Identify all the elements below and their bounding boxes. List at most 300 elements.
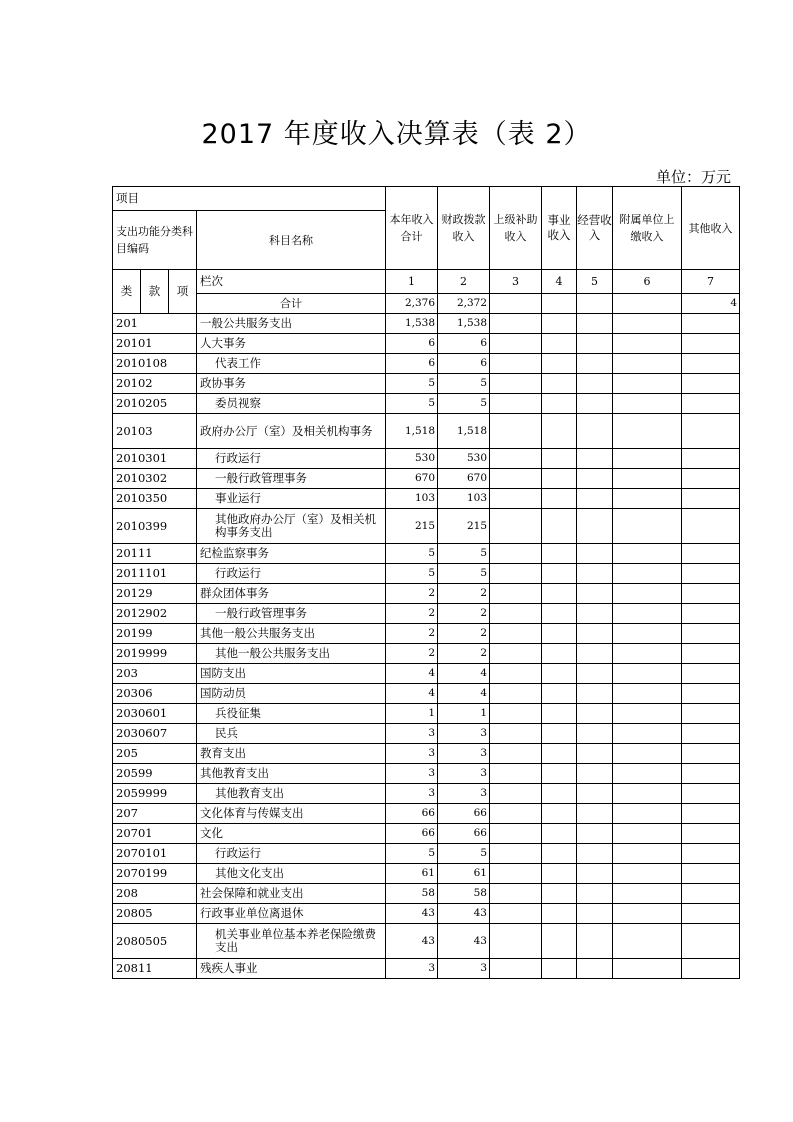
row-c3: [490, 884, 542, 904]
row-c6: [613, 784, 682, 804]
row-c7: [682, 394, 740, 414]
row-name: 纪检监察事务: [197, 544, 386, 564]
row-c2: 5: [438, 844, 490, 864]
row-c1: 43: [386, 924, 438, 959]
row-c3: [490, 334, 542, 354]
row-code: 20101: [113, 334, 197, 354]
table-row: [113, 684, 740, 704]
header-code-col: 支出功能分类科目编码: [113, 211, 197, 270]
row-name: 行政运行: [197, 564, 386, 584]
row-c7: [682, 624, 740, 644]
row-c1: 66: [386, 824, 438, 844]
table-row: [113, 844, 740, 864]
row-c5: [577, 684, 613, 704]
row-c6: [613, 804, 682, 824]
table-row: [113, 924, 740, 959]
row-name: 一般行政管理事务: [197, 469, 386, 489]
header-col3: 上级补助收入: [490, 187, 542, 270]
row-c3: [490, 804, 542, 824]
row-name: 其他一般公共服务支出: [197, 644, 386, 664]
table-row: [113, 394, 740, 414]
total-c3: [490, 294, 542, 314]
table-row: [113, 724, 740, 744]
row-name: 行政运行: [197, 449, 386, 469]
row-c3: [490, 544, 542, 564]
row-c6: [613, 334, 682, 354]
row-c3: [490, 704, 542, 724]
header-col7: 其他收入: [682, 187, 740, 270]
row-c4: [542, 314, 577, 334]
row-c5: [577, 664, 613, 684]
row-name: 事业运行: [197, 489, 386, 509]
table-row: [113, 584, 740, 604]
row-c2: 670: [438, 469, 490, 489]
row-c5: [577, 374, 613, 394]
row-c6: [613, 374, 682, 394]
row-c3: [490, 784, 542, 804]
row-c4: [542, 414, 577, 449]
row-code: 2011101: [113, 564, 197, 584]
row-c2: 1,518: [438, 414, 490, 449]
row-c5: [577, 354, 613, 374]
row-c2: 2: [438, 624, 490, 644]
row-c5: [577, 394, 613, 414]
row-c6: [613, 624, 682, 644]
row-c2: 43: [438, 924, 490, 959]
row-code: 20805: [113, 904, 197, 924]
row-c3: [490, 469, 542, 489]
row-c2: 3: [438, 764, 490, 784]
row-c3: [490, 764, 542, 784]
row-c6: [613, 904, 682, 924]
row-c1: 103: [386, 489, 438, 509]
row-c2: 6: [438, 334, 490, 354]
row-c6: [613, 414, 682, 449]
row-c6: [613, 684, 682, 704]
row-name: 其他文化支出: [197, 864, 386, 884]
row-c1: 5: [386, 394, 438, 414]
row-c1: 6: [386, 334, 438, 354]
row-c5: [577, 489, 613, 509]
header-lanci: 栏次: [197, 270, 386, 294]
row-c6: [613, 564, 682, 584]
row-c7: [682, 509, 740, 544]
row-c4: [542, 544, 577, 564]
row-c5: [577, 784, 613, 804]
row-c7: [682, 684, 740, 704]
row-c2: 2: [438, 604, 490, 624]
row-c3: [490, 584, 542, 604]
row-c7: [682, 564, 740, 584]
table-row: [113, 904, 740, 924]
row-code: 20102: [113, 374, 197, 394]
row-code: 20811: [113, 959, 197, 979]
row-c4: [542, 824, 577, 844]
row-c1: 3: [386, 744, 438, 764]
row-code: 20103: [113, 414, 197, 449]
row-name: 政协事务: [197, 374, 386, 394]
row-c1: 1: [386, 704, 438, 724]
row-c4: [542, 489, 577, 509]
table-row: [113, 784, 740, 804]
row-c2: 43: [438, 904, 490, 924]
row-c3: [490, 414, 542, 449]
row-c3: [490, 644, 542, 664]
row-c1: 1,518: [386, 414, 438, 449]
row-c2: 3: [438, 724, 490, 744]
row-c1: 670: [386, 469, 438, 489]
row-code: 205: [113, 744, 197, 764]
row-c3: [490, 824, 542, 844]
table-row: [113, 314, 740, 334]
row-c6: [613, 644, 682, 664]
row-name: 文化: [197, 824, 386, 844]
row-c7: [682, 314, 740, 334]
row-c3: [490, 449, 542, 469]
row-c1: 61: [386, 864, 438, 884]
row-c6: [613, 724, 682, 744]
row-c3: [490, 724, 542, 744]
row-c4: [542, 624, 577, 644]
row-c3: [490, 394, 542, 414]
page-title: 2017 年度收入决算表（表 2）: [201, 119, 592, 150]
row-c4: [542, 334, 577, 354]
row-c3: [490, 684, 542, 704]
row-code: 2010399: [113, 509, 197, 544]
row-c6: [613, 959, 682, 979]
row-c5: [577, 544, 613, 564]
table-row: [113, 824, 740, 844]
header-col6: 附属单位上缴收入: [613, 187, 682, 270]
row-c6: [613, 824, 682, 844]
row-c4: [542, 684, 577, 704]
row-code: 2010108: [113, 354, 197, 374]
row-c1: 2: [386, 624, 438, 644]
row-code: 2030601: [113, 704, 197, 724]
total-label: 合计: [197, 294, 386, 314]
row-c5: [577, 644, 613, 664]
row-c6: [613, 744, 682, 764]
row-c5: [577, 449, 613, 469]
row-c4: [542, 644, 577, 664]
row-c1: 58: [386, 884, 438, 904]
col-number: 1: [386, 270, 438, 294]
row-c1: 530: [386, 449, 438, 469]
row-c7: [682, 744, 740, 764]
table-row: [113, 864, 740, 884]
table-row: [113, 804, 740, 824]
row-c5: [577, 334, 613, 354]
row-name: 政府办公厅（室）及相关机构事务: [197, 414, 386, 449]
table-row: [113, 544, 740, 564]
row-c7: [682, 784, 740, 804]
table-row: [113, 414, 740, 449]
row-c4: [542, 394, 577, 414]
header-col1: 本年收入合计: [386, 187, 438, 270]
row-name: 一般公共服务支出: [197, 314, 386, 334]
table-row: [113, 489, 740, 509]
row-code: 2080505: [113, 924, 197, 959]
row-c6: [613, 449, 682, 469]
row-c5: [577, 959, 613, 979]
table-row: [113, 644, 740, 664]
row-name: 其他教育支出: [197, 784, 386, 804]
table-row: [113, 624, 740, 644]
row-c6: [613, 764, 682, 784]
row-c6: [613, 489, 682, 509]
row-c6: [613, 604, 682, 624]
row-c7: [682, 414, 740, 449]
row-c1: 3: [386, 724, 438, 744]
table-row: [113, 884, 740, 904]
row-c2: 58: [438, 884, 490, 904]
row-c2: 215: [438, 509, 490, 544]
table-row: [113, 509, 740, 544]
row-c1: 5: [386, 564, 438, 584]
row-c5: [577, 564, 613, 584]
row-code: 208: [113, 884, 197, 904]
header-col5: 经营收入: [577, 187, 613, 270]
row-c4: [542, 904, 577, 924]
row-c1: 5: [386, 544, 438, 564]
row-code: 20129: [113, 584, 197, 604]
table-row: [113, 764, 740, 784]
row-c3: [490, 354, 542, 374]
row-c7: [682, 584, 740, 604]
table-row: [113, 449, 740, 469]
row-c3: [490, 844, 542, 864]
row-name: 其他教育支出: [197, 764, 386, 784]
row-code: 20306: [113, 684, 197, 704]
table-row: [113, 564, 740, 584]
row-c6: [613, 544, 682, 564]
row-code: 20199: [113, 624, 197, 644]
row-code: 2010205: [113, 394, 197, 414]
row-c2: 2: [438, 644, 490, 664]
row-name: 教育支出: [197, 744, 386, 764]
row-c2: 66: [438, 824, 490, 844]
row-c7: [682, 354, 740, 374]
row-code: 201: [113, 314, 197, 334]
table-row: [113, 959, 740, 979]
revenue-table: [112, 186, 740, 979]
row-c5: [577, 704, 613, 724]
table-row: [113, 469, 740, 489]
row-c5: [577, 509, 613, 544]
row-c1: 215: [386, 509, 438, 544]
row-c4: [542, 924, 577, 959]
row-c2: 5: [438, 544, 490, 564]
row-code: 2010301: [113, 449, 197, 469]
row-code: 2010350: [113, 489, 197, 509]
row-c2: 3: [438, 744, 490, 764]
header-col2: 财政拨款收入: [438, 187, 490, 270]
row-c4: [542, 804, 577, 824]
col-number: 7: [682, 270, 740, 294]
row-c1: 1,538: [386, 314, 438, 334]
row-c3: [490, 904, 542, 924]
row-c4: [542, 449, 577, 469]
row-c7: [682, 449, 740, 469]
row-c2: 66: [438, 804, 490, 824]
row-code: 203: [113, 664, 197, 684]
row-c6: [613, 924, 682, 959]
row-code: 2019999: [113, 644, 197, 664]
row-c1: 3: [386, 764, 438, 784]
row-c1: 2: [386, 584, 438, 604]
row-name: 文化体育与传媒支出: [197, 804, 386, 824]
col-number: 3: [490, 270, 542, 294]
row-c1: 5: [386, 844, 438, 864]
row-c2: 1,538: [438, 314, 490, 334]
row-c4: [542, 664, 577, 684]
row-c5: [577, 584, 613, 604]
total-c6: [613, 294, 682, 314]
row-c5: [577, 924, 613, 959]
row-code: 2070199: [113, 864, 197, 884]
row-code: 2059999: [113, 784, 197, 804]
row-c7: [682, 334, 740, 354]
row-c4: [542, 764, 577, 784]
row-c4: [542, 884, 577, 904]
row-c1: 2: [386, 644, 438, 664]
row-c6: [613, 314, 682, 334]
row-c1: 6: [386, 354, 438, 374]
total-c4: [542, 294, 577, 314]
row-c4: [542, 704, 577, 724]
row-name: 其他政府办公厅（室）及相关机构事务支出: [197, 509, 386, 544]
row-c2: 5: [438, 394, 490, 414]
row-c4: [542, 564, 577, 584]
row-c7: [682, 804, 740, 824]
row-c4: [542, 469, 577, 489]
row-name: 国防动员: [197, 684, 386, 704]
row-c5: [577, 724, 613, 744]
row-name: 一般行政管理事务: [197, 604, 386, 624]
row-c3: [490, 744, 542, 764]
row-code: 20701: [113, 824, 197, 844]
row-c5: [577, 844, 613, 864]
row-c2: 1: [438, 704, 490, 724]
row-c5: [577, 469, 613, 489]
row-c1: 5: [386, 374, 438, 394]
row-c2: 4: [438, 664, 490, 684]
row-c5: [577, 804, 613, 824]
row-c4: [542, 374, 577, 394]
row-c7: [682, 489, 740, 509]
row-code: 20599: [113, 764, 197, 784]
row-name: 代表工作: [197, 354, 386, 374]
row-c7: [682, 644, 740, 664]
row-c7: [682, 904, 740, 924]
row-c6: [613, 509, 682, 544]
row-c2: 3: [438, 784, 490, 804]
row-c6: [613, 704, 682, 724]
row-c3: [490, 664, 542, 684]
row-c6: [613, 394, 682, 414]
row-c1: 2: [386, 604, 438, 624]
table-row: [113, 334, 740, 354]
col-number: 6: [613, 270, 682, 294]
total-c1: 2,376: [386, 294, 438, 314]
row-name: 人大事务: [197, 334, 386, 354]
row-c1: 4: [386, 684, 438, 704]
row-name: 行政运行: [197, 844, 386, 864]
table-row: [113, 744, 740, 764]
row-c2: 5: [438, 564, 490, 584]
row-c4: [542, 844, 577, 864]
row-c7: [682, 544, 740, 564]
row-name: 机关事业单位基本养老保险缴费支出: [197, 924, 386, 959]
row-c4: [542, 354, 577, 374]
row-c5: [577, 314, 613, 334]
row-name: 兵役征集: [197, 704, 386, 724]
row-c7: [682, 724, 740, 744]
table-row: [113, 704, 740, 724]
unit-label: 单位：万元: [655, 168, 731, 186]
row-c3: [490, 604, 542, 624]
row-c7: [682, 604, 740, 624]
row-c1: 3: [386, 959, 438, 979]
header-xiang: 项: [169, 270, 197, 314]
row-c7: [682, 469, 740, 489]
table-row: [113, 604, 740, 624]
row-c1: 3: [386, 784, 438, 804]
row-c5: [577, 604, 613, 624]
row-c5: [577, 884, 613, 904]
row-name: 残疾人事业: [197, 959, 386, 979]
total-c5: [577, 294, 613, 314]
row-c6: [613, 884, 682, 904]
row-c4: [542, 784, 577, 804]
row-c5: [577, 764, 613, 784]
row-c6: [613, 354, 682, 374]
row-code: 2030607: [113, 724, 197, 744]
row-c4: [542, 584, 577, 604]
row-c6: [613, 469, 682, 489]
row-name: 行政事业单位离退休: [197, 904, 386, 924]
row-c3: [490, 489, 542, 509]
row-name: 民兵: [197, 724, 386, 744]
row-code: 2070101: [113, 844, 197, 864]
row-c7: [682, 884, 740, 904]
header-kuan: 款: [141, 270, 169, 314]
row-code: 207: [113, 804, 197, 824]
row-c1: 4: [386, 664, 438, 684]
row-c5: [577, 824, 613, 844]
row-c7: [682, 959, 740, 979]
row-name: 国防支出: [197, 664, 386, 684]
row-c7: [682, 664, 740, 684]
row-c3: [490, 924, 542, 959]
row-c2: 4: [438, 684, 490, 704]
row-name: 群众团体事务: [197, 584, 386, 604]
row-c7: [682, 704, 740, 724]
row-c6: [613, 584, 682, 604]
row-c3: [490, 314, 542, 334]
total-c2: 2,372: [438, 294, 490, 314]
row-c7: [682, 864, 740, 884]
col-number: 2: [438, 270, 490, 294]
row-c2: 61: [438, 864, 490, 884]
row-c5: [577, 624, 613, 644]
row-c7: [682, 924, 740, 959]
row-c2: 6: [438, 354, 490, 374]
row-c2: 103: [438, 489, 490, 509]
row-name: 其他一般公共服务支出: [197, 624, 386, 644]
col-number: 5: [577, 270, 613, 294]
row-c3: [490, 864, 542, 884]
